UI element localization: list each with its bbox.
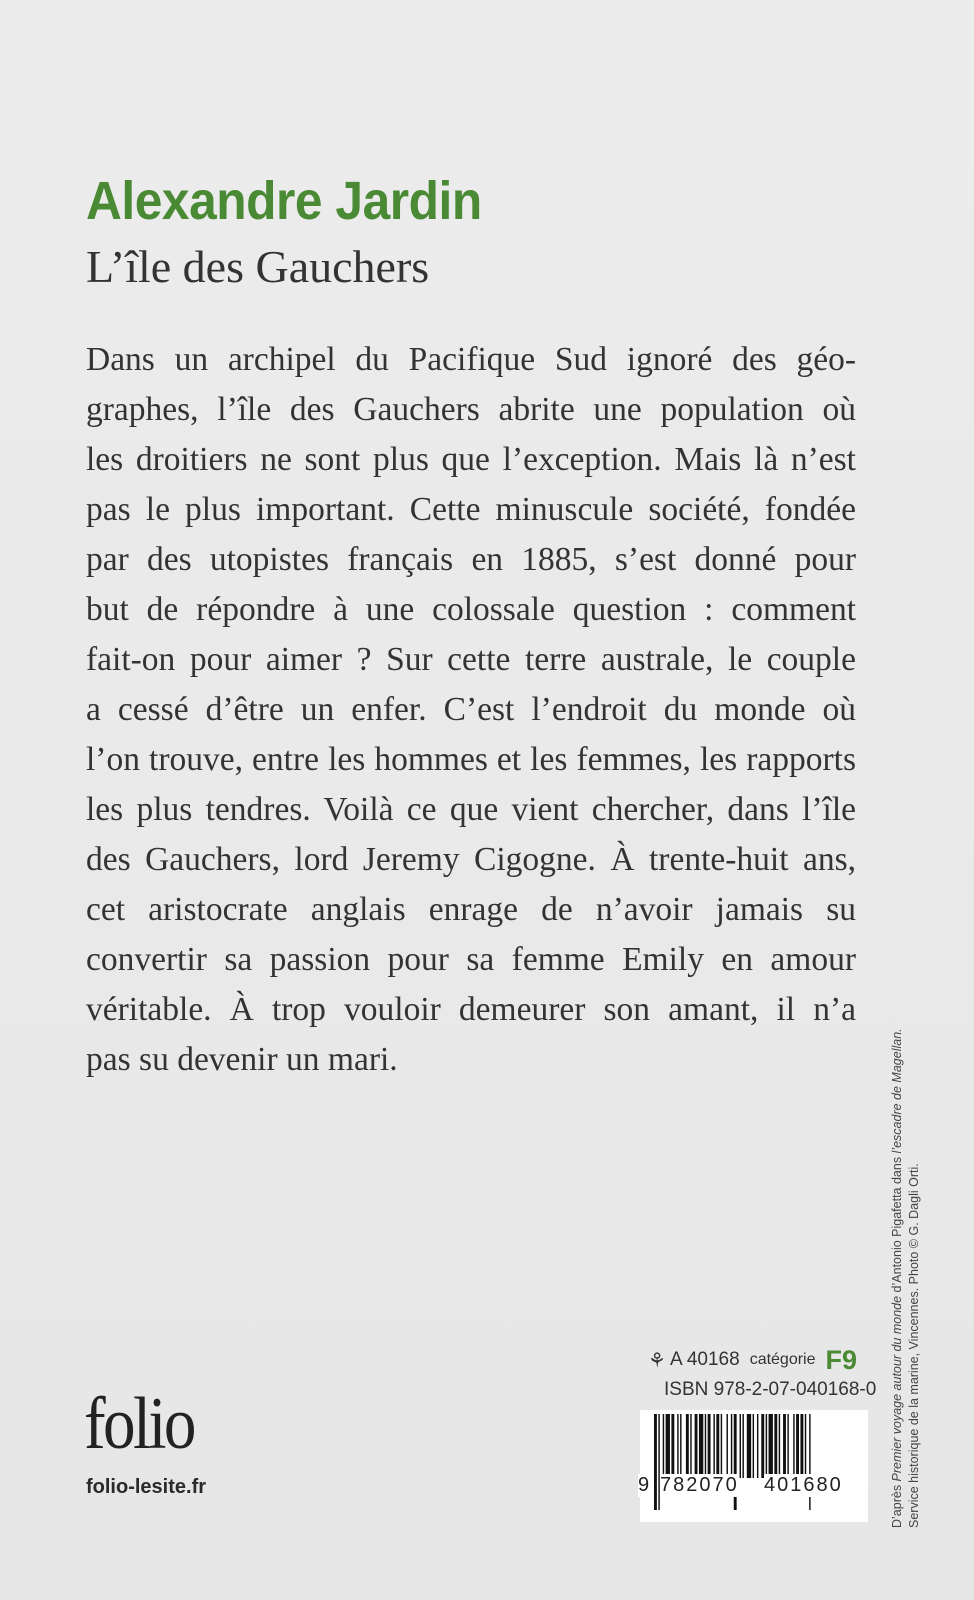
blurb-line: but de répondre à une colossale question : comment <box>86 591 856 628</box>
catalog-code <box>648 1342 857 1378</box>
barcode-bar <box>731 1414 732 1478</box>
barcode-digits <box>640 1474 868 1504</box>
blurb-line: fait-on pour aimer ? Sur cette terre australe, le couple <box>86 641 856 678</box>
barcode-bars <box>640 1410 868 1522</box>
barcode-bar <box>721 1414 722 1478</box>
blurb-line: convertir sa passion pour sa femme Emily en amour <box>86 941 856 978</box>
barcode-bar <box>686 1414 689 1478</box>
blurb-line: graphes, l’île des Gauchers abrite une population où <box>86 391 856 428</box>
blurb-line: l’on trouve, entre les hommes et les femmes, les rapports <box>86 741 856 778</box>
barcode-bar <box>713 1414 714 1478</box>
barcode-bar <box>761 1414 764 1478</box>
illustration-credit <box>889 1028 923 1528</box>
blurb-line: par des utopistes français en 1885, s’est donné pour <box>86 541 856 578</box>
barcode-bar <box>663 1414 664 1478</box>
blurb-line: les droitiers ne sont plus que l’exception. Mais là n’est <box>86 441 856 478</box>
barcode-bar <box>695 1414 698 1478</box>
barcode-bar <box>796 1414 799 1478</box>
blurb-line: des Gauchers, lord Jeremy Cigogne. À trente-huit ans, <box>86 841 856 878</box>
folio-symbol-icon: ⚘ <box>648 1349 666 1372</box>
barcode-bar <box>800 1414 803 1478</box>
blurb-line: pas su devenir un mari. <box>86 1041 398 1078</box>
publisher-website: folio-lesite.fr <box>86 1476 207 1498</box>
barcode-bar <box>666 1414 670 1478</box>
credit-line-1: D’après Premier voyage autour du monde d’Antonio Pigafetta dans l’escadre de Magellan. <box>890 1028 904 1528</box>
barcode-bar <box>716 1414 719 1478</box>
barcode-bar <box>742 1414 743 1478</box>
book-title: L’île des Gauchers <box>86 241 430 292</box>
barcode-bar <box>774 1414 777 1478</box>
barcode-digit-first: 9 <box>638 1474 650 1496</box>
isbn: ISBN 978-2-07-040168-0 <box>664 1379 877 1400</box>
barcode-bar <box>793 1414 794 1478</box>
barcode-bar <box>680 1414 681 1478</box>
barcode-bar <box>699 1414 703 1478</box>
barcode-bar <box>708 1414 711 1478</box>
barcode-bar <box>727 1414 728 1478</box>
barcode <box>640 1410 868 1522</box>
barcode-bar <box>766 1414 767 1478</box>
barcode-digits-left: 782070 <box>660 1474 739 1496</box>
blurb-line: Dans un archipel du Pacifique Sud ignoré des géo- <box>86 341 856 378</box>
blurb-text <box>86 335 856 1085</box>
barcode-bar <box>753 1414 754 1478</box>
credit-line-2: Service historique de la marine, Vincennes. Photo © G. Dagli Orti. <box>907 1163 921 1528</box>
barcode-bar <box>740 1414 741 1478</box>
barcode-bar <box>805 1414 806 1478</box>
blurb-line: a cessé d’être un enfer. C’est l’endroit du monde où <box>86 691 856 728</box>
barcode-bar <box>779 1414 780 1478</box>
author-name: Alexandre Jardin <box>86 171 482 231</box>
blurb-line: pas le plus important. Cette minuscule société, fondée <box>86 491 856 528</box>
blurb-line: les plus tendres. Voilà ce que vient chercher, dans l’île <box>86 791 856 828</box>
category-label: catégorie <box>749 1351 816 1368</box>
barcode-bar <box>690 1414 691 1478</box>
barcode-bar <box>705 1414 706 1478</box>
blurb-line: cet aristocrate anglais enrage de n’avoir jamais su <box>86 891 856 928</box>
barcode-bar <box>769 1414 773 1478</box>
barcode-bar <box>677 1414 678 1478</box>
barcode-bar <box>747 1414 751 1478</box>
barcode-bar <box>783 1414 786 1478</box>
blurb-line: véritable. À trop vouloir demeurer son amant, il n’a <box>86 991 856 1028</box>
catalog-ref: A 40168 <box>669 1349 740 1370</box>
barcode-bar <box>671 1414 674 1478</box>
folio-logo: folio <box>84 1383 194 1465</box>
barcode-bar <box>757 1414 758 1478</box>
barcode-digits-right: 401680 <box>764 1474 843 1496</box>
category-code: F9 <box>825 1344 858 1375</box>
barcode-bar <box>787 1414 788 1478</box>
